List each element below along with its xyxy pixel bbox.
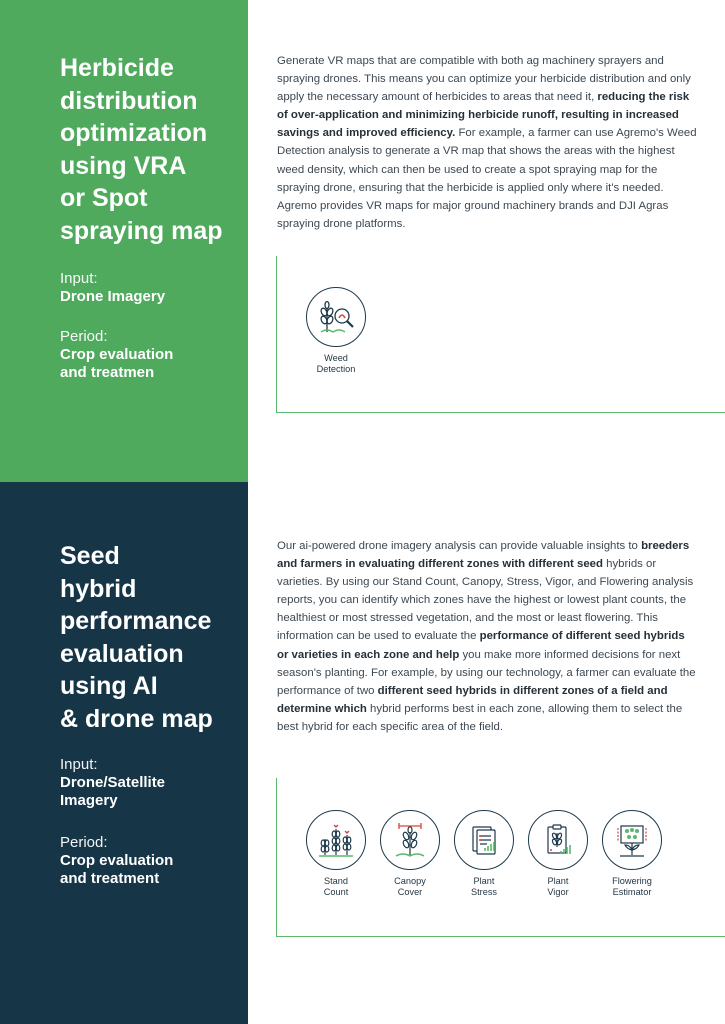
section1-body-text: For example, a farmer can use Agremo's Weed Detection analysis to generate a VR map that shows the areas with the highest weed density, which can then be used to create a spot spraying map for the spraying drone, ensuring that the herbicide is applied only where it's needed. Agremo provides VR maps for major ground machinery brands and DJI Agras spraying drone platforms. — [277, 127, 697, 230]
weed-detection-item — [296, 287, 376, 374]
section2-title-line: performance — [60, 607, 212, 636]
section1-period-label: Period: — [60, 328, 108, 345]
plant-vigor-item — [518, 810, 598, 897]
section2-title-line: hybrid — [60, 574, 137, 603]
section2-body-highlight: performance of different seed hybrids or varieties in each zone and help — [277, 630, 685, 661]
section1-title — [60, 52, 223, 248]
weed-detection-label — [296, 353, 376, 374]
canopy-cover-icon — [380, 810, 440, 870]
plant-stress-item — [444, 810, 524, 897]
section2-period — [60, 834, 173, 888]
section2-body-highlight: breeders and farmers in evaluating different zones with different seed — [277, 540, 690, 571]
section2-title-line: & drone map — [60, 704, 213, 733]
icon-label-line: Cover — [397, 886, 423, 897]
section1-body — [277, 52, 697, 233]
plant-vigor-icon — [528, 810, 588, 870]
stand-count-item — [296, 810, 376, 897]
icon-label-line: Stand — [323, 876, 348, 886]
section1-title-line: using VRA — [60, 151, 187, 180]
section1-body-text: Generate VR maps that are compatible with both ag machinery sprayers and spraying drones. This means you can optimize your herbicide distribution and only apply the necessary amount of herbicides to areas that need it, — [277, 55, 691, 104]
section1-input-value: Drone Imagery — [60, 288, 166, 305]
icon-label-line: Estimator — [612, 886, 652, 897]
section1-input-label: Input: — [60, 270, 98, 287]
section2-body — [277, 537, 697, 736]
section1-period-value — [60, 346, 173, 382]
section1-title-line: spraying map — [60, 216, 223, 245]
canopy-cover-item — [370, 810, 450, 897]
section1-title-line: or Spot — [60, 184, 148, 213]
section2-input-label: Input: — [60, 756, 98, 773]
section2-input-line: Imagery — [60, 792, 118, 809]
section2-body-text: hybrids or varieties. By using our Stand Count, Canopy, Stress, Vigor, and Flowering analysis reports, you can identify which zones have the highest or lowest plant counts, the healthiest or most stressed vegetation, and the most or least flowering. This information can be used to evaluate the — [277, 558, 694, 643]
section2-title — [60, 540, 213, 736]
section2-input-value — [60, 774, 165, 810]
stand-count-icon — [306, 810, 366, 870]
weed-detection-icon — [306, 287, 366, 347]
icon-label-line: Stress — [470, 886, 498, 897]
section1-input — [60, 270, 165, 306]
icon-label-line: Canopy — [394, 876, 426, 886]
section1-title-line: distribution — [60, 86, 198, 115]
section2-period-line: Crop evaluation — [60, 852, 174, 869]
section2-period-label: Period: — [60, 834, 108, 851]
icon-label-line: Count — [323, 886, 349, 897]
section2-period-line: and treatment — [60, 870, 160, 887]
section2-title-line: evaluation — [60, 639, 184, 668]
canopy-cover-label — [370, 876, 450, 897]
section2-body-text: you make more informed decisions for next season's planting. For example, by using our technology, a farmer can evaluate the performance of two — [277, 648, 696, 697]
section2-body-text: Our ai-powered drone imagery analysis can provide valuable insights to — [277, 540, 642, 552]
section1-period-line: Crop evaluation — [60, 346, 174, 363]
section2-period-value — [60, 852, 173, 888]
plant-stress-icon — [454, 810, 514, 870]
plant-stress-label — [444, 876, 524, 897]
section2-input — [60, 756, 165, 810]
flowering-estimator-label — [592, 876, 672, 897]
section1-title-line: Herbicide — [60, 54, 174, 82]
icon-label-line: Plant — [473, 876, 495, 886]
icon-label-line: Vigor — [547, 886, 569, 897]
section1-period-line: and treatmen — [60, 364, 155, 381]
icon-label-line: Weed — [324, 353, 348, 363]
stand-count-label — [296, 876, 376, 897]
section1-title-line: optimization — [60, 119, 208, 148]
section2-body-text: hybrid performs best in each zone, allowing them to select the best hybrid for each specific area of the field. — [277, 702, 683, 733]
section1-body-highlight: reducing the risk of over-application and minimizing herbicide runoff, resulting in increased savings and improved efficiency. — [277, 91, 690, 140]
icon-label-line: Flowering — [612, 876, 652, 886]
flowering-estimator-icon — [602, 810, 662, 870]
section1-period — [60, 328, 173, 382]
section2-title-line: using AI — [60, 672, 158, 701]
plant-vigor-label — [518, 876, 598, 897]
section2-title-line: Seed — [60, 542, 120, 570]
icon-label-line: Detection — [316, 363, 356, 374]
section2-input-line: Drone/Satellite — [60, 774, 166, 791]
flowering-estimator-item — [592, 810, 672, 897]
section2-body-highlight: different seed hybrids in different zones of a field and determine which — [277, 684, 668, 715]
icon-label-line: Plant — [547, 876, 569, 886]
